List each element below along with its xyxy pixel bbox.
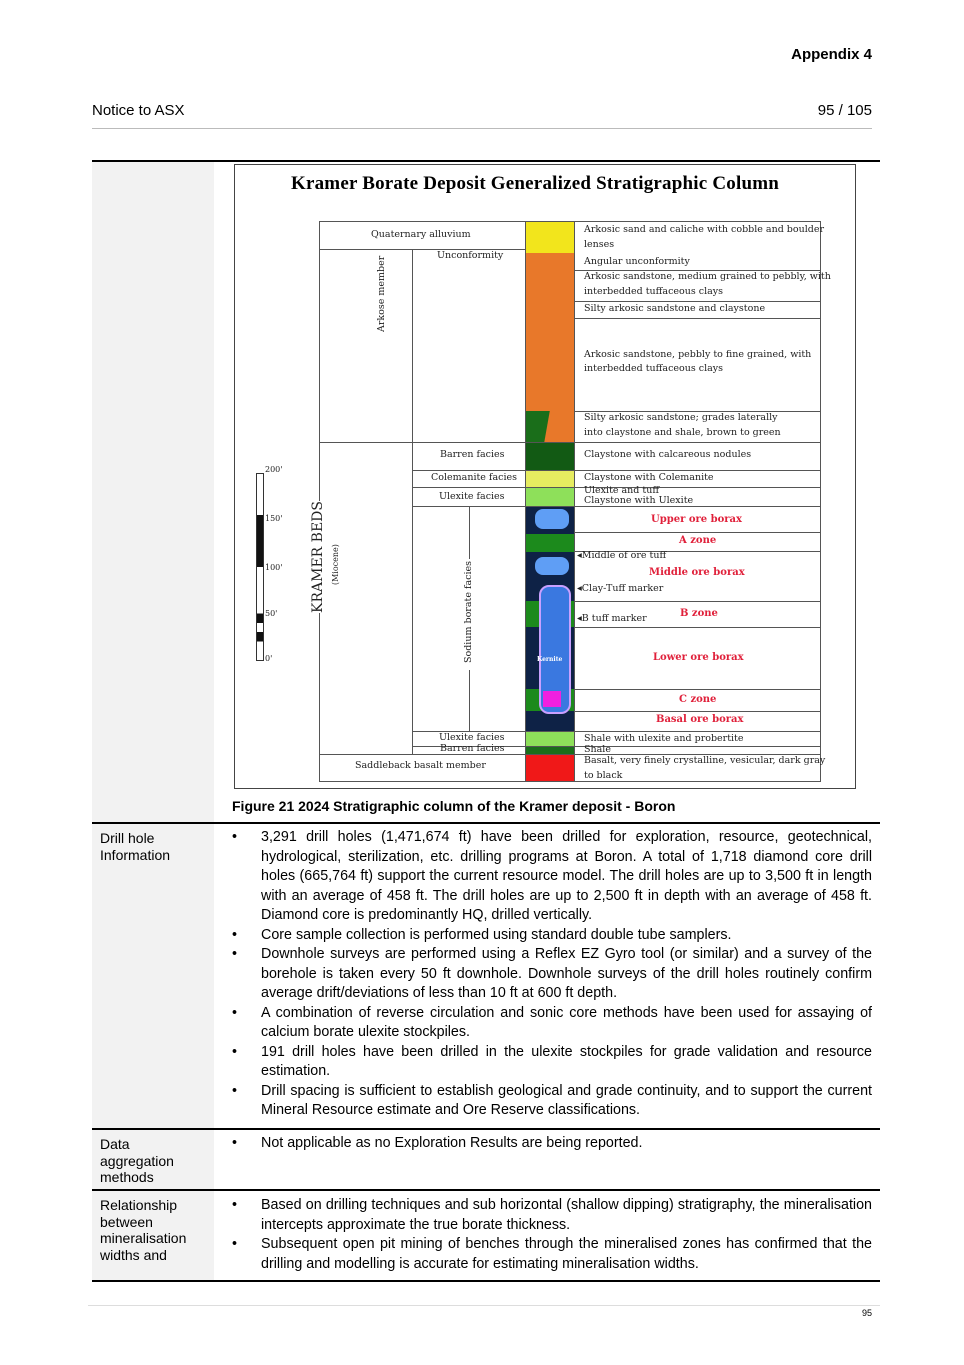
grid-line [469,670,470,731]
stratigraphic-column-figure [234,164,856,789]
page-number: 95 / 105 [817,102,872,119]
grid-line [574,627,821,628]
grid-line [319,442,821,443]
desc: interbedded tuffaceous clays [584,286,724,297]
bullet-item: • Core sample collection is performed using standard double tube samplers. [232,926,872,946]
grid-line [574,601,821,602]
grid-line [820,221,821,781]
grid-line [574,532,821,533]
lith-barren [525,442,574,470]
footer-divider [88,1305,880,1306]
quaternary-label: Quaternary alluvium [371,229,471,240]
desc: Claystone with Colemanite [584,472,714,483]
desc: Angular unconformity [584,256,690,267]
bullet-item: • Based on drilling techniques and sub horizontal (shallow dipping) stratigraphy, the mineralisation intercepts approximate the true borate thickness. [232,1196,872,1235]
grid-line [574,221,575,781]
bullet-item: • Subsequent open pit mining of benches through the mineralised zones has confirmed that the drilling and modelling is accurate for estimating mineralisation widths. [232,1235,872,1274]
desc: Shale with ulexite and probertite [584,733,744,744]
scale-tick: 150' [265,514,283,523]
relationship-bullets [232,1196,872,1274]
grid-line [319,781,821,782]
desc: Arkosic sand and caliche with cobble and boulder [584,224,825,235]
miocene-label: (Miocene) [331,544,340,585]
desc: lenses [584,239,615,250]
bullet-item: • Downhole surveys are performed using a Reflex EZ Gyro tool (or similar) and a survey of the borehole is taken every 50 ft downhole. Downhole surveys of the drill holes routinely confirm average drift/deviations of less than 10 ft at 600 ft depth. [232,945,872,1004]
marker-clay-tuff: ◂Clay-Tuff marker [577,583,664,594]
bullet-item: • 3,291 drill holes (1,471,674 ft) have been drilled for exploration, resource, geotechnical, hydrological, sterilization, etc. drilling programs at Boron. A total of 1,718 diamond core drill holes (665,764 ft) support the current resource model. The drill holes are up to 3,500 ft in length with an average of 458 ft. The drill holes are up to 2,500 ft in depth with an average of 458 ft. Diamond core is predominantly HQ, drilled vertically. [232,828,872,926]
lith-silty [525,411,574,442]
desc: Claystone with Ulexite [584,495,694,506]
desc: Ulexite and tuff [584,485,660,496]
desc: Basalt, very finely crystalline, vesicular, dark gray [584,755,826,766]
zone-b: B zone [680,608,718,619]
drill-hole-bullets [232,828,872,1121]
unconformity-label: Unconformity [437,250,504,261]
kramer-beds-label: KRAMER BEDS [310,501,326,613]
scale-tick: 50' [265,609,278,618]
footer-page-number: 95 [861,1308,872,1318]
desc: Arkosic sandstone, medium grained to pebbly, with [584,271,831,282]
table-border [92,1280,880,1282]
appendix-label: Appendix 4 [791,46,872,63]
zone-a: A zone [679,535,717,546]
sodium-borate-label: Sodium borate facies [463,561,474,663]
document-title: Notice to ASX [92,102,185,119]
desc: interbedded tuffaceous clays [584,363,724,374]
scale-tick: 100' [265,563,283,572]
label-cell [92,1191,214,1280]
scale-tick: 200' [265,465,283,474]
figure-caption: Figure 21 2024 Stratigraphic column of the Kramer deposit - Boron [232,798,676,814]
figure-title: Kramer Borate Deposit Generalized Stratigraphic Column [291,173,780,194]
bullet-item: • A combination of reverse circulation and sonic core methods have been used for assaying of calcium borate ulexite stockpiles. [232,1004,872,1043]
marker-text: Middle of ore tuff [581,550,667,561]
zone-basal-ore: Basal ore borax [656,714,744,725]
bullet-item: • 191 drill holes have been drilled in the ulexite stockpiles for grade validation and resource estimation. [232,1043,872,1082]
zone-upper-ore: Upper ore borax [651,514,742,525]
row-label: Drill hole Information [100,830,171,863]
marker-middle-tuff: ◂Middle of ore tuff [577,550,667,561]
desc: Silty arkosic sandstone and claystone [584,303,766,314]
lith-ulexite [525,487,574,506]
label-cell [92,1130,214,1190]
colemanite-facies-label: Colemanite facies [431,472,517,483]
ulexite-facies-label-2: Ulexite facies [439,732,505,743]
bullet-item: • Not applicable as no Exploration Results are being reported. [232,1134,872,1154]
arkose-label: Arkose member [375,253,389,335]
grid-line [319,221,821,222]
saddleback-label: Saddleback basalt member [355,760,486,771]
label-cell [92,824,214,1128]
barren-facies-label: Barren facies [440,449,505,460]
scale-tick: 0' [265,654,273,663]
marker-text: Clay-Tuff marker [581,583,664,594]
scale-bar [256,473,264,661]
aggregation-bullets [232,1134,872,1154]
desc: Shale [584,744,611,755]
grid-line [574,689,821,690]
zone-c: C zone [679,694,717,705]
lith-borax [535,509,569,529]
lith-basalt [525,754,574,781]
header-divider [92,128,872,129]
desc: Arkosic sandstone, pebbly to fine grained, with [584,349,812,360]
lith-borax [535,557,569,575]
zone-lower-ore: Lower ore borax [653,652,744,663]
grid-line [525,221,526,781]
lith-a-zone [525,534,574,552]
lith-ulexite-2 [525,731,574,746]
label-cell-empty [92,162,214,822]
kernite-label: Kernite [537,656,563,663]
lith-magenta [543,691,561,707]
lith-shale [525,746,574,754]
desc: to black [584,770,623,781]
lith-colemanite [525,470,574,487]
ulexite-facies-label: Ulexite facies [439,491,505,502]
row-label: Relationship between mineralisation widths and [100,1197,187,1263]
grid-line [574,318,821,319]
desc: Claystone with calcareous nodules [584,449,752,460]
desc: Silty arkosic sandstone; grades laterally [584,412,778,423]
marker-b-tuff: ◂B tuff marker [577,613,647,624]
zone-middle-ore: Middle ore borax [649,567,745,578]
grid-line [412,249,413,754]
grid-line [412,506,821,507]
row-label: Data aggregation methods [100,1136,174,1185]
marker-text: B tuff marker [581,613,647,624]
barren-facies-label-2: Barren facies [440,743,505,754]
desc: into claystone and shale, brown to green [584,427,781,438]
bullet-item: • Drill spacing is sufficient to establish geological and grade continuity, and to support the current Mineral Resource estimate and Ore Reserve classifications. [232,1082,872,1121]
grid-line [574,711,821,712]
